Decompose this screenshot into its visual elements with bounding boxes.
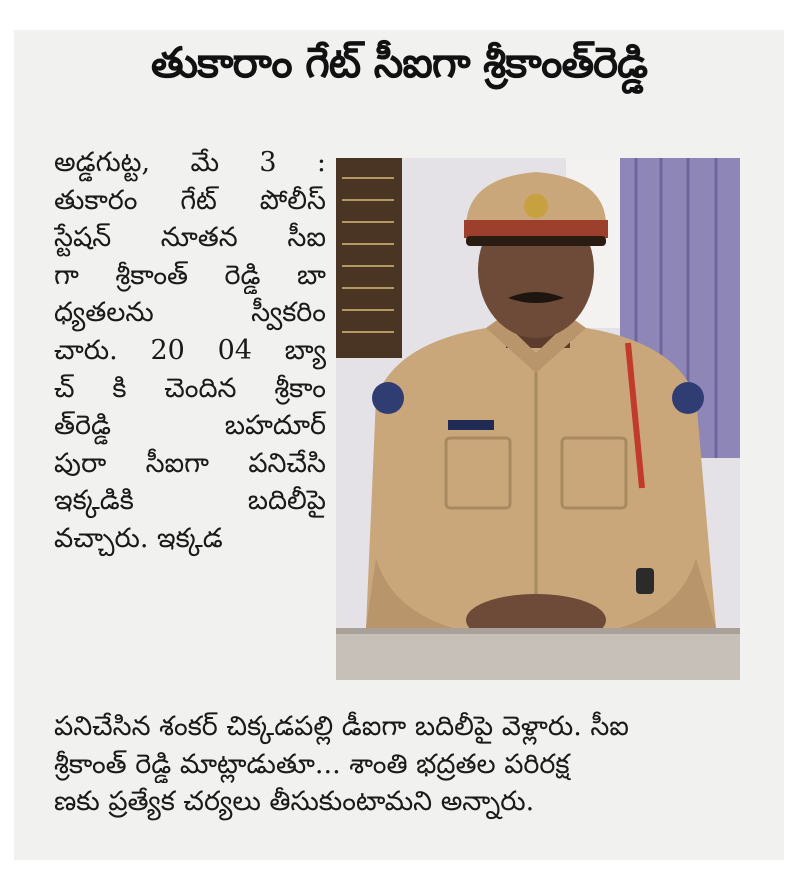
article-column <box>54 144 326 558</box>
headline: తుకారాం గేట్ సీఐగా శ్రీకాంత్‌రెడ్డి <box>150 38 648 87</box>
article-line: ధ్యతలను స్వీకరిం <box>54 297 326 329</box>
name-board <box>336 158 402 358</box>
article-line: పురా సీఐగా పనిచేసి <box>54 447 326 479</box>
article-line: తుకారం గేట్ పోలీస్ <box>54 184 326 216</box>
article-line: త్‌రెడ్డి బహదూర్ <box>54 410 326 442</box>
article-line: పనిచేసిన శంకర్ చిక్కడపల్లి డీఐగా బదిలీపై వెళ్లారు. సీఐ <box>54 711 629 742</box>
article-line: చ్ కి చెందిన శ్రీకాం <box>54 372 326 404</box>
desk <box>336 628 740 680</box>
officer-photo <box>336 158 740 680</box>
news-clipping <box>14 30 784 860</box>
article-line: చారు. 20 04 బ్యా <box>54 334 326 366</box>
article-line: ణకు ప్రత్యేక చర్యలు తీసుకుంటామని అన్నారు. <box>54 786 535 818</box>
article-line: అడ్డగుట్ట, మే 3 : <box>54 147 326 178</box>
article-line: శ్రీకాంత్ రెడ్డి మాట్లాడుతూ... శాంతి భద్రతల పరిరక్ష <box>54 748 570 780</box>
article-line: గా శ్రీకాంత్ రెడ్డి బా <box>54 259 326 291</box>
article-line: స్టేషన్ నూతన సీఐ <box>54 222 326 254</box>
officer-photo-illustration <box>336 158 740 680</box>
article-line: వచ్చారు. ఇక్కడ <box>54 522 223 554</box>
article-continued <box>54 708 754 821</box>
uniform <box>366 328 716 628</box>
article-line: ఇక్కడికి బదిలీపై <box>54 485 326 517</box>
